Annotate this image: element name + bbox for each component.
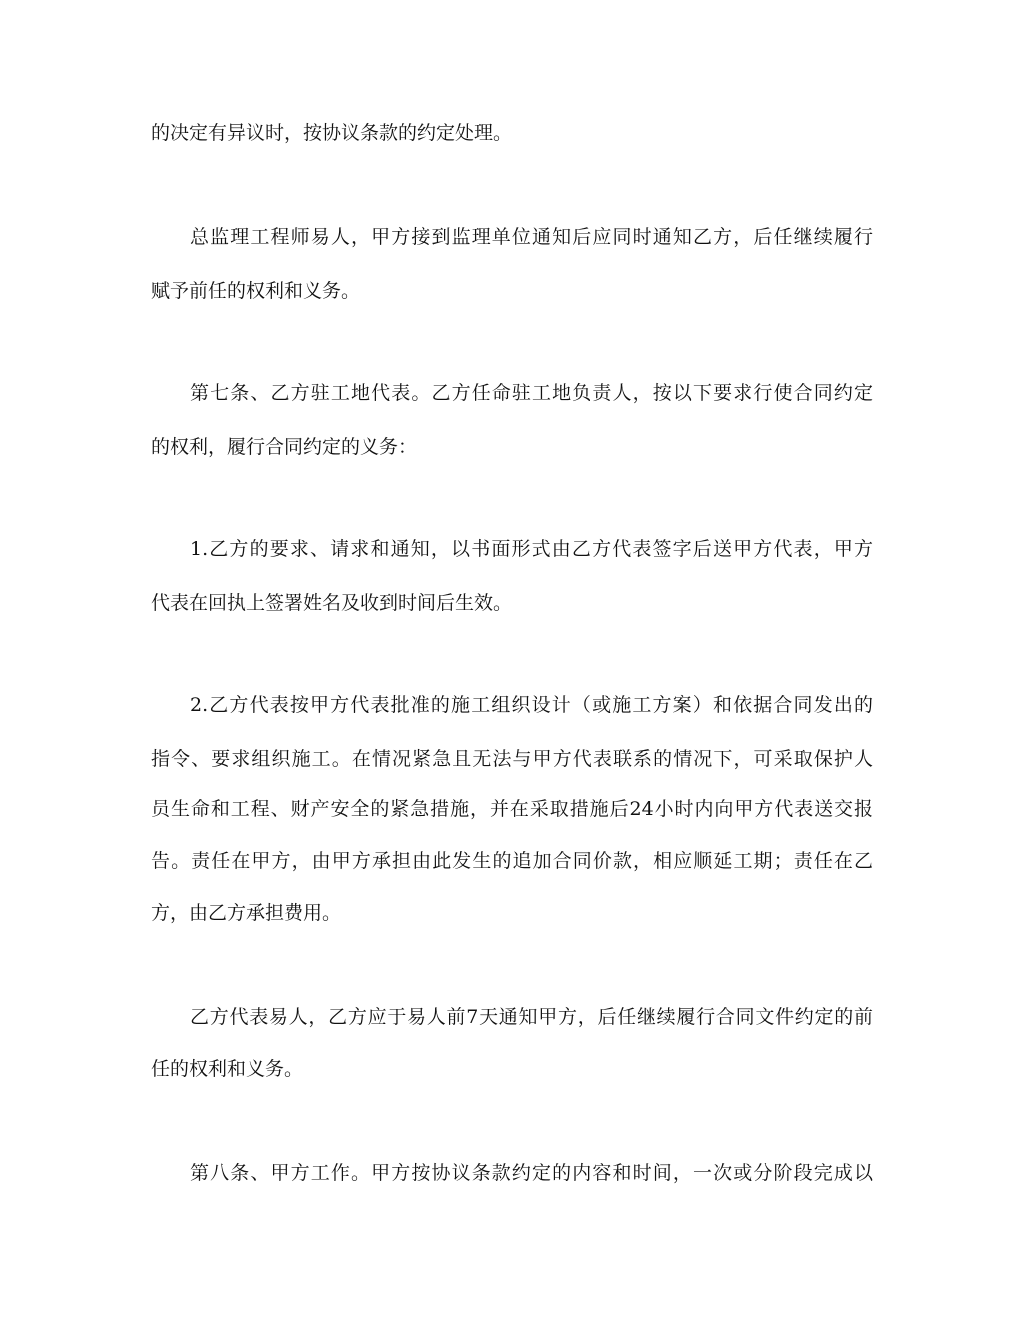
paragraph-line: 任的权利和义务。	[151, 1058, 304, 1080]
paragraph-line: 指令、要求组织施工。在情况紧急且无法与甲方代表联系的情况下，可采取保护人	[151, 748, 873, 770]
paragraph-line: 第七条、乙方驻工地代表。乙方任命驻工地负责人，按以下要求行使合同约定	[190, 382, 873, 404]
paragraph-line: 的权利，履行合同约定的义务：	[151, 436, 418, 458]
paragraph-line: 1.乙方的要求、请求和通知，以书面形式由乙方代表签字后送甲方代表，甲方	[190, 538, 873, 560]
paragraph-line: 代表在回执上签署姓名及收到时间后生效。	[151, 592, 513, 614]
paragraph-line: 告。责任在甲方，由甲方承担由此发生的追加合同价款，相应顺延工期；责任在乙	[151, 850, 873, 872]
paragraph-line: 赋予前任的权利和义务。	[151, 280, 361, 302]
paragraph-line: 总监理工程师易人，甲方接到监理单位通知后应同时通知乙方，后任继续履行	[190, 226, 873, 248]
paragraph-line: 方，由乙方承担费用。	[151, 902, 342, 924]
paragraph-line: 乙方代表易人，乙方应于易人前7天通知甲方，后任继续履行合同文件约定的前	[190, 1006, 873, 1028]
paragraph-line: 的决定有异议时，按协议条款的约定处理。	[151, 122, 513, 144]
paragraph-line: 第八条、甲方工作。甲方按协议条款约定的内容和时间，一次或分阶段完成以	[190, 1162, 873, 1184]
paragraph-line: 员生命和工程、财产安全的紧急措施，并在采取措施后24小时内向甲方代表送交报	[151, 798, 873, 820]
paragraph-line: 2.乙方代表按甲方代表批准的施工组织设计（或施工方案）和依据合同发出的	[190, 694, 873, 716]
